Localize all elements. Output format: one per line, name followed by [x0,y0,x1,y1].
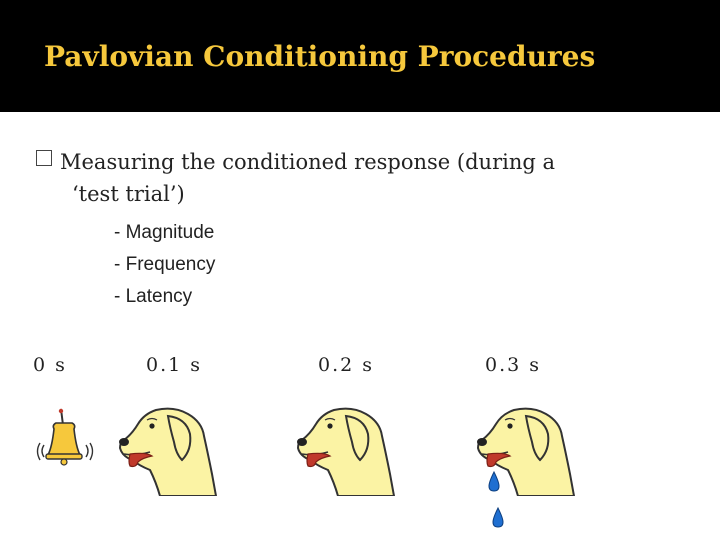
dog-head-icon [294,404,396,496]
sub-item-latency: - Latency [114,286,193,307]
sub-item-magnitude: - Magnitude [114,222,215,243]
title-bar [0,0,720,112]
slide-title: Pavlovian Conditioning Procedures [44,40,596,73]
time-label-2: 0.2 s [318,354,375,376]
dog-head-icon [116,404,218,496]
saliva-drop-icon [484,470,514,534]
bullet-checkbox-icon [36,150,52,166]
bullet-line-2: ‘test trial’) [72,182,185,206]
time-label-3: 0.3 s [485,354,542,376]
sub-item-frequency: - Frequency [114,254,216,275]
bell-icon [36,405,102,475]
bullet-line-1: Measuring the conditioned response (during a [60,150,555,174]
time-label-0: 0 s [33,354,67,376]
time-label-1: 0.1 s [146,354,203,376]
bullet-text [60,146,680,210]
